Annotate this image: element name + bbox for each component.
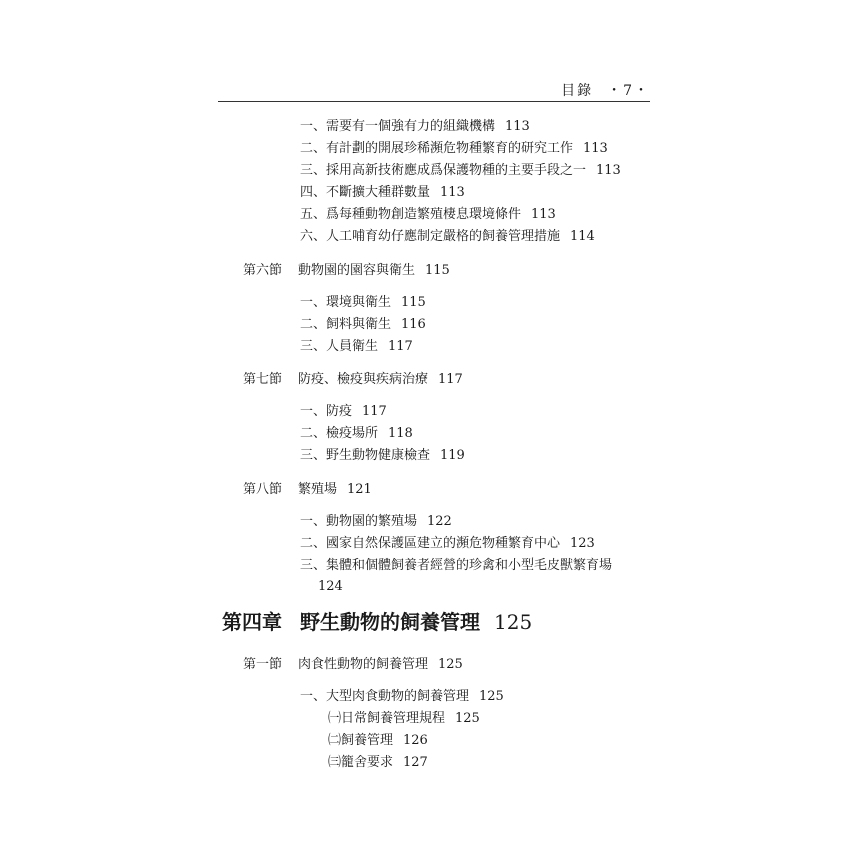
- entry-title: ㈠日常飼養管理規程: [328, 711, 446, 726]
- entry-title: 二、檢疫場所: [300, 426, 379, 441]
- entry-title: 三、採用高新技術應成爲保護物種的主要手段之一: [300, 163, 587, 178]
- entry-title: 一、環境與衛生: [300, 295, 392, 310]
- entry-title: 二、國家自然保護區建立的瀕危物種繁育中心: [300, 536, 561, 551]
- toc-entry[interactable]: [300, 295, 426, 311]
- entry-page: 113: [596, 163, 621, 178]
- toc-section-heading[interactable]: [243, 657, 463, 673]
- header-page-number: ・7・: [607, 83, 650, 99]
- section-label: 第一節: [243, 657, 283, 672]
- entry-title: ㈢籠舍要求: [328, 755, 394, 770]
- toc-entry[interactable]: [300, 339, 413, 355]
- toc-section-heading[interactable]: [243, 372, 463, 388]
- section-title: 動物園的園容與衛生: [298, 263, 416, 278]
- entry-page: 117: [388, 339, 413, 354]
- header-rule: [218, 101, 650, 102]
- entry-page: 116: [401, 317, 426, 332]
- toc-section-heading[interactable]: [243, 482, 372, 498]
- toc-subentry[interactable]: [328, 711, 480, 727]
- section-page: 121: [347, 482, 372, 497]
- section-page: 117: [438, 372, 463, 387]
- header-title: 目錄: [561, 83, 594, 99]
- toc-subentry[interactable]: [328, 733, 428, 749]
- toc-entry[interactable]: [300, 119, 530, 135]
- toc-entry[interactable]: [300, 207, 556, 223]
- running-header: [561, 80, 650, 100]
- entry-title: ㈡飼養管理: [328, 733, 394, 748]
- section-label: 第八節: [243, 482, 283, 497]
- entry-title: 二、飼料與衛生: [300, 317, 392, 332]
- entry-title: 三、人員衛生: [300, 339, 379, 354]
- entry-page: 113: [583, 141, 608, 156]
- entry-page: 118: [388, 426, 413, 441]
- toc-entry[interactable]: [300, 141, 608, 157]
- entry-title: 一、需要有一個強有力的組織機構: [300, 119, 496, 134]
- entry-page: 113: [505, 119, 530, 134]
- toc-entry[interactable]: [300, 558, 612, 574]
- entry-page: 115: [401, 295, 426, 310]
- toc-entry[interactable]: [300, 689, 504, 705]
- entry-page: 122: [427, 514, 452, 529]
- chapter-page: 125: [494, 610, 533, 634]
- section-label: 第七節: [243, 372, 283, 387]
- toc-entry[interactable]: [300, 426, 413, 442]
- toc-entry[interactable]: [300, 229, 595, 245]
- entry-page: 113: [440, 185, 465, 200]
- entry-title: 一、動物園的繁殖場: [300, 514, 418, 529]
- chapter-label: 第四章: [222, 610, 282, 634]
- entry-title: 四、不斷擴大種群數量: [300, 185, 431, 200]
- toc-entry[interactable]: [300, 317, 426, 333]
- entry-title: 二、有計劃的開展珍稀瀕危物種繁育的研究工作: [300, 141, 574, 156]
- section-title: 繁殖場: [298, 482, 338, 497]
- toc-subentry[interactable]: [328, 755, 428, 771]
- entry-title: 五、爲每種動物創造繁殖棲息環境條件: [300, 207, 522, 222]
- toc-chapter-heading[interactable]: [222, 610, 532, 634]
- entry-page: 113: [531, 207, 556, 222]
- entry-page: 127: [403, 755, 428, 770]
- section-page: 115: [425, 263, 450, 278]
- toc-entry[interactable]: [300, 448, 465, 464]
- section-title: 肉食性動物的飼養管理: [298, 657, 429, 672]
- toc-section-heading[interactable]: [243, 263, 450, 279]
- entry-page: 117: [362, 404, 387, 419]
- entry-page: 114: [570, 229, 595, 244]
- toc-entry[interactable]: [300, 185, 465, 201]
- toc-entry[interactable]: [300, 514, 452, 530]
- entry-page: 123: [570, 536, 595, 551]
- entry-page: 125: [455, 711, 480, 726]
- toc-entry[interactable]: [300, 163, 621, 179]
- section-label: 第六節: [243, 263, 283, 278]
- entry-page: 119: [440, 448, 465, 463]
- entry-title: 六、人工哺育幼仔應制定嚴格的飼養管理措施: [300, 229, 561, 244]
- chapter-title: 野生動物的飼養管理: [300, 610, 480, 634]
- entry-title: 一、防疫: [300, 404, 353, 419]
- entry-title: 三、集體和個體飼養者經營的珍禽和小型毛皮獸繁育場: [300, 558, 613, 573]
- entry-page: 126: [403, 733, 428, 748]
- entry-title: 三、野生動物健康檢查: [300, 448, 431, 463]
- section-page: 125: [438, 657, 463, 672]
- toc-entry[interactable]: [300, 536, 595, 552]
- entry-page: 125: [479, 689, 504, 704]
- section-title: 防疫、檢疫與疾病治療: [298, 372, 429, 387]
- entry-page: 124: [318, 579, 343, 594]
- toc-entry[interactable]: [300, 404, 387, 420]
- entry-title: 一、大型肉食動物的飼養管理: [300, 689, 470, 704]
